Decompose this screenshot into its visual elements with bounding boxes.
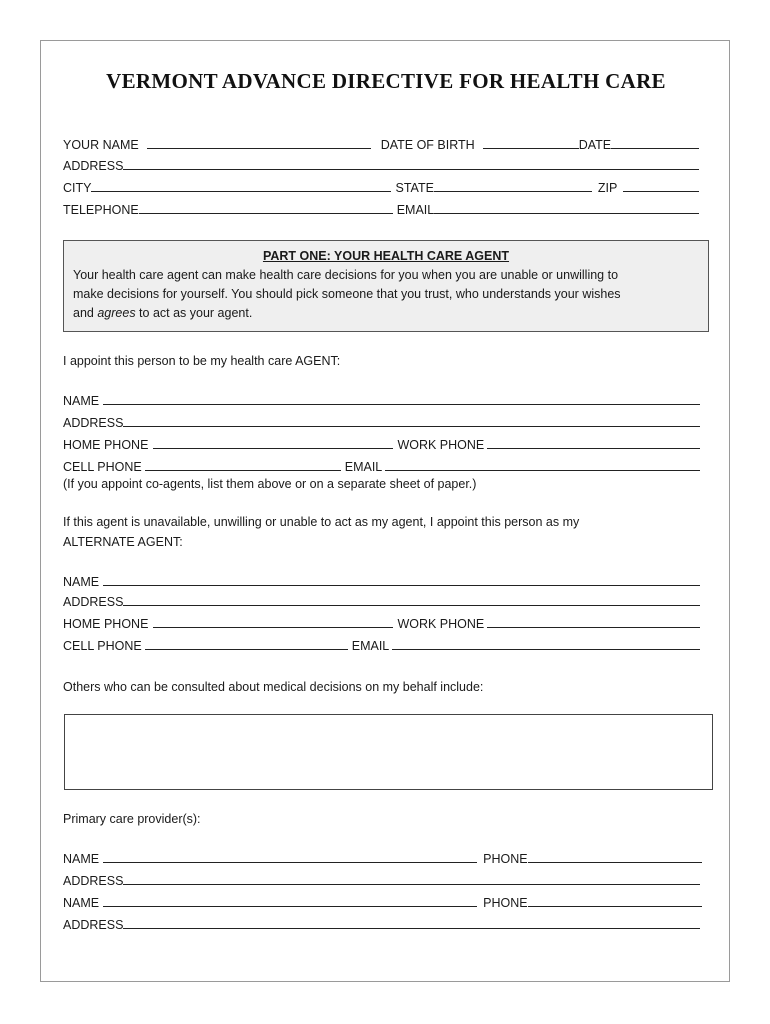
- provider-2-name-label: NAME: [63, 896, 100, 910]
- part-one-description: [73, 266, 699, 323]
- agent-home-phone-label: HOME PHONE: [63, 438, 149, 452]
- state-label: STATE: [395, 181, 434, 195]
- alternate-work-phone-label: WORK PHONE: [397, 617, 485, 631]
- part-one-line-1: Your health care agent can make health care decisions for you when you are unable or unwilling to: [73, 268, 619, 282]
- agent-address-field[interactable]: [123, 426, 700, 427]
- agent-name-field[interactable]: [103, 404, 700, 405]
- agent-address-label: ADDRESS: [63, 416, 124, 430]
- agent-work-phone-label: WORK PHONE: [397, 438, 485, 452]
- your-name-row: [63, 134, 699, 152]
- agent-intro: I appoint this person to be my health care AGENT:: [63, 354, 341, 368]
- alternate-home-phone-field[interactable]: [153, 627, 393, 628]
- address-field[interactable]: [123, 169, 699, 170]
- telephone-field[interactable]: [139, 213, 393, 214]
- provider-1-address-label: ADDRESS: [63, 874, 124, 888]
- part-one-line-3-start: and: [73, 306, 98, 320]
- alternate-cell-phone-label: CELL PHONE: [63, 639, 142, 653]
- city-label: CITY: [63, 181, 92, 195]
- alternate-phone-row: [63, 613, 700, 631]
- agent-cell-phone-field[interactable]: [145, 470, 341, 471]
- provider-2-phone-label: PHONE: [483, 896, 528, 910]
- provider-1-address-row: [63, 870, 700, 888]
- alternate-work-phone-field[interactable]: [487, 627, 700, 628]
- form-page: [40, 40, 730, 982]
- provider-1-row: [63, 848, 702, 866]
- agent-work-phone-field[interactable]: [487, 448, 700, 449]
- part-one-line-3-end: to act as your agent.: [135, 306, 253, 320]
- agent-phone-row: [63, 434, 700, 452]
- city-field[interactable]: [91, 191, 391, 192]
- telephone-row: [63, 199, 699, 217]
- alternate-address-label: ADDRESS: [63, 595, 124, 609]
- alternate-cell-row: [63, 635, 700, 653]
- part-one-line-2: make decisions for yourself. You should pick someone that you trust, who understands your wishes: [73, 287, 621, 301]
- provider-1-name-label: NAME: [63, 852, 100, 866]
- alternate-address-field[interactable]: [123, 605, 700, 606]
- provider-1-address-field[interactable]: [123, 884, 700, 885]
- your-name-label: YOUR NAME: [63, 138, 139, 152]
- alternate-intro-line-2: ALTERNATE AGENT:: [63, 535, 183, 549]
- email-label: EMAIL: [396, 203, 435, 217]
- email-field[interactable]: [434, 213, 699, 214]
- alternate-name-field[interactable]: [103, 585, 700, 586]
- alternate-name-row: [63, 571, 700, 589]
- agent-address-row: [63, 412, 700, 430]
- provider-2-address-row: [63, 914, 700, 932]
- agent-cell-phone-label: CELL PHONE: [63, 460, 142, 474]
- your-name-field[interactable]: [147, 148, 371, 149]
- provider-1-phone-label: PHONE: [483, 852, 528, 866]
- part-one-line-3-emphasis: agrees: [97, 306, 136, 320]
- providers-label: Primary care provider(s):: [63, 812, 201, 826]
- alternate-home-phone-label: HOME PHONE: [63, 617, 149, 631]
- agent-name-label: NAME: [63, 394, 100, 408]
- agent-home-phone-field[interactable]: [153, 448, 393, 449]
- zip-field[interactable]: [623, 191, 699, 192]
- provider-1-name-field[interactable]: [103, 862, 477, 863]
- agent-email-label: EMAIL: [344, 460, 383, 474]
- part-one-line-3: [73, 304, 699, 323]
- alternate-email-field[interactable]: [392, 649, 700, 650]
- alternate-name-label: NAME: [63, 575, 100, 589]
- alternate-intro-line-1: If this agent is unavailable, unwilling or unable to act as my agent, I appoint this person as my: [63, 515, 580, 529]
- coagent-note: (If you appoint co-agents, list them above or on a separate sheet of paper.): [63, 477, 477, 491]
- alternate-cell-phone-field[interactable]: [145, 649, 348, 650]
- state-field[interactable]: [434, 191, 592, 192]
- document-title: VERMONT ADVANCE DIRECTIVE FOR HEALTH CARE: [106, 69, 666, 93]
- city-row: [63, 177, 699, 195]
- agent-email-field[interactable]: [385, 470, 700, 471]
- provider-2-name-field[interactable]: [103, 906, 477, 907]
- dob-label: DATE OF BIRTH: [380, 138, 475, 152]
- date-field[interactable]: [611, 148, 699, 149]
- alternate-email-label: EMAIL: [351, 639, 390, 653]
- consult-textbox[interactable]: [64, 714, 713, 790]
- zip-label: ZIP: [597, 181, 618, 195]
- address-row: [63, 155, 699, 173]
- part-one-box: [63, 240, 709, 332]
- provider-1-phone-field[interactable]: [528, 862, 702, 863]
- address-label: ADDRESS: [63, 159, 124, 173]
- dob-field[interactable]: [483, 148, 579, 149]
- telephone-label: TELEPHONE: [63, 203, 139, 217]
- alternate-address-row: [63, 591, 700, 609]
- agent-cell-row: [63, 456, 700, 474]
- provider-2-row: [63, 892, 702, 910]
- consult-label: Others who can be consulted about medical decisions on my behalf include:: [63, 680, 484, 694]
- agent-name-row: [63, 390, 700, 408]
- provider-2-address-label: ADDRESS: [63, 918, 124, 932]
- part-one-heading: PART ONE: YOUR HEALTH CARE AGENT: [262, 249, 510, 263]
- provider-2-address-field[interactable]: [123, 928, 700, 929]
- provider-2-phone-field[interactable]: [528, 906, 702, 907]
- date-label: DATE: [578, 138, 612, 152]
